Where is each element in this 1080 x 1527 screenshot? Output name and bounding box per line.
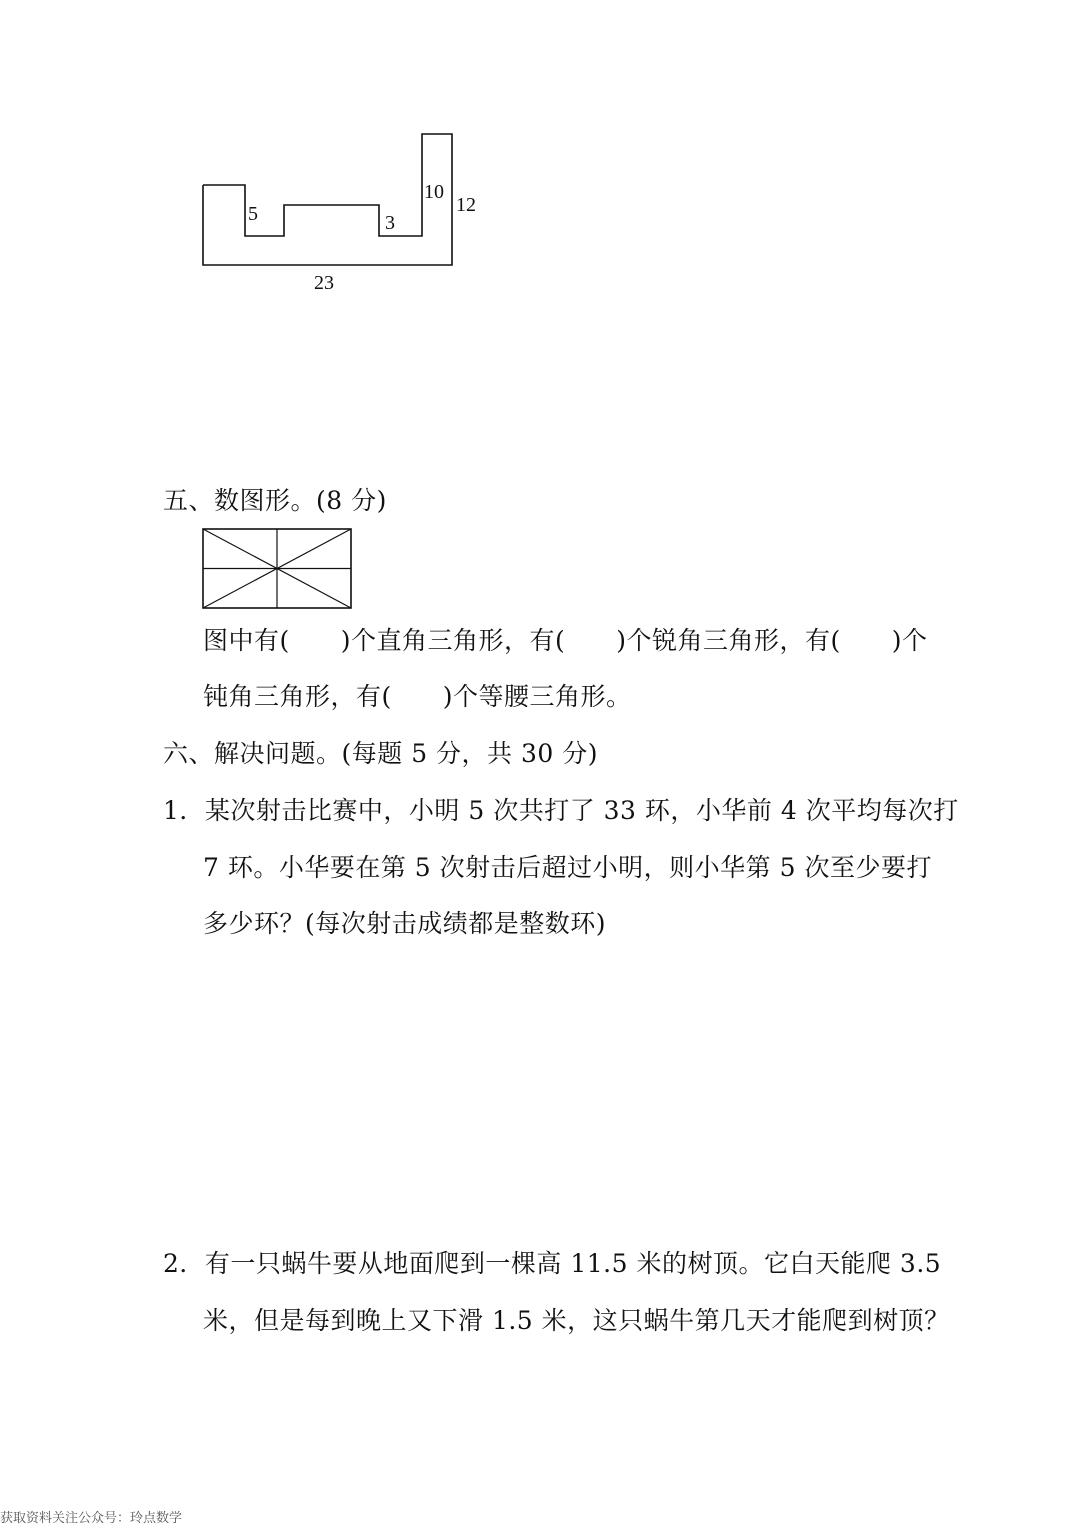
q1-line3: 多少环？(每次射击成绩都是整数环) <box>203 909 607 938</box>
rectangle-triangles-figure <box>0 0 1080 620</box>
label-inner-height: 10 <box>424 181 444 203</box>
label-right-step: 3 <box>385 212 395 234</box>
section5-question-line1: 图中有( )个直角三角形，有( )个锐角三角形，有( )个 <box>203 626 928 655</box>
section5-heading: 五、数图形。(8 分) <box>163 486 387 515</box>
section5-question-line2: 钝角三角形，有( )个等腰三角形。 <box>203 682 632 711</box>
q2-line2: 米，但是每到晚上又下滑 1.5 米，这只蜗牛第几天才能爬到树顶？ <box>203 1306 950 1335</box>
q1-line1: 1．某次射击比赛中，小明 5 次共打了 33 环，小华前 4 次平均每次打 <box>163 796 959 825</box>
label-bottom-length: 23 <box>314 272 334 294</box>
section6-heading: 六、解决问题。(每题 5 分，共 30 分) <box>163 739 599 768</box>
q2-line1: 2．有一只蜗牛要从地面爬到一棵高 11.5 米的树顶。它白天能爬 3.5 <box>163 1249 942 1278</box>
q1-line2: 7 环。小华要在第 5 次射击后超过小明，则小华第 5 次至少要打 <box>203 853 932 882</box>
watermark: 获取资料关注公众号：玲点数学 <box>0 1511 183 1526</box>
label-left-step: 5 <box>248 203 258 225</box>
label-outer-height: 12 <box>456 194 476 216</box>
